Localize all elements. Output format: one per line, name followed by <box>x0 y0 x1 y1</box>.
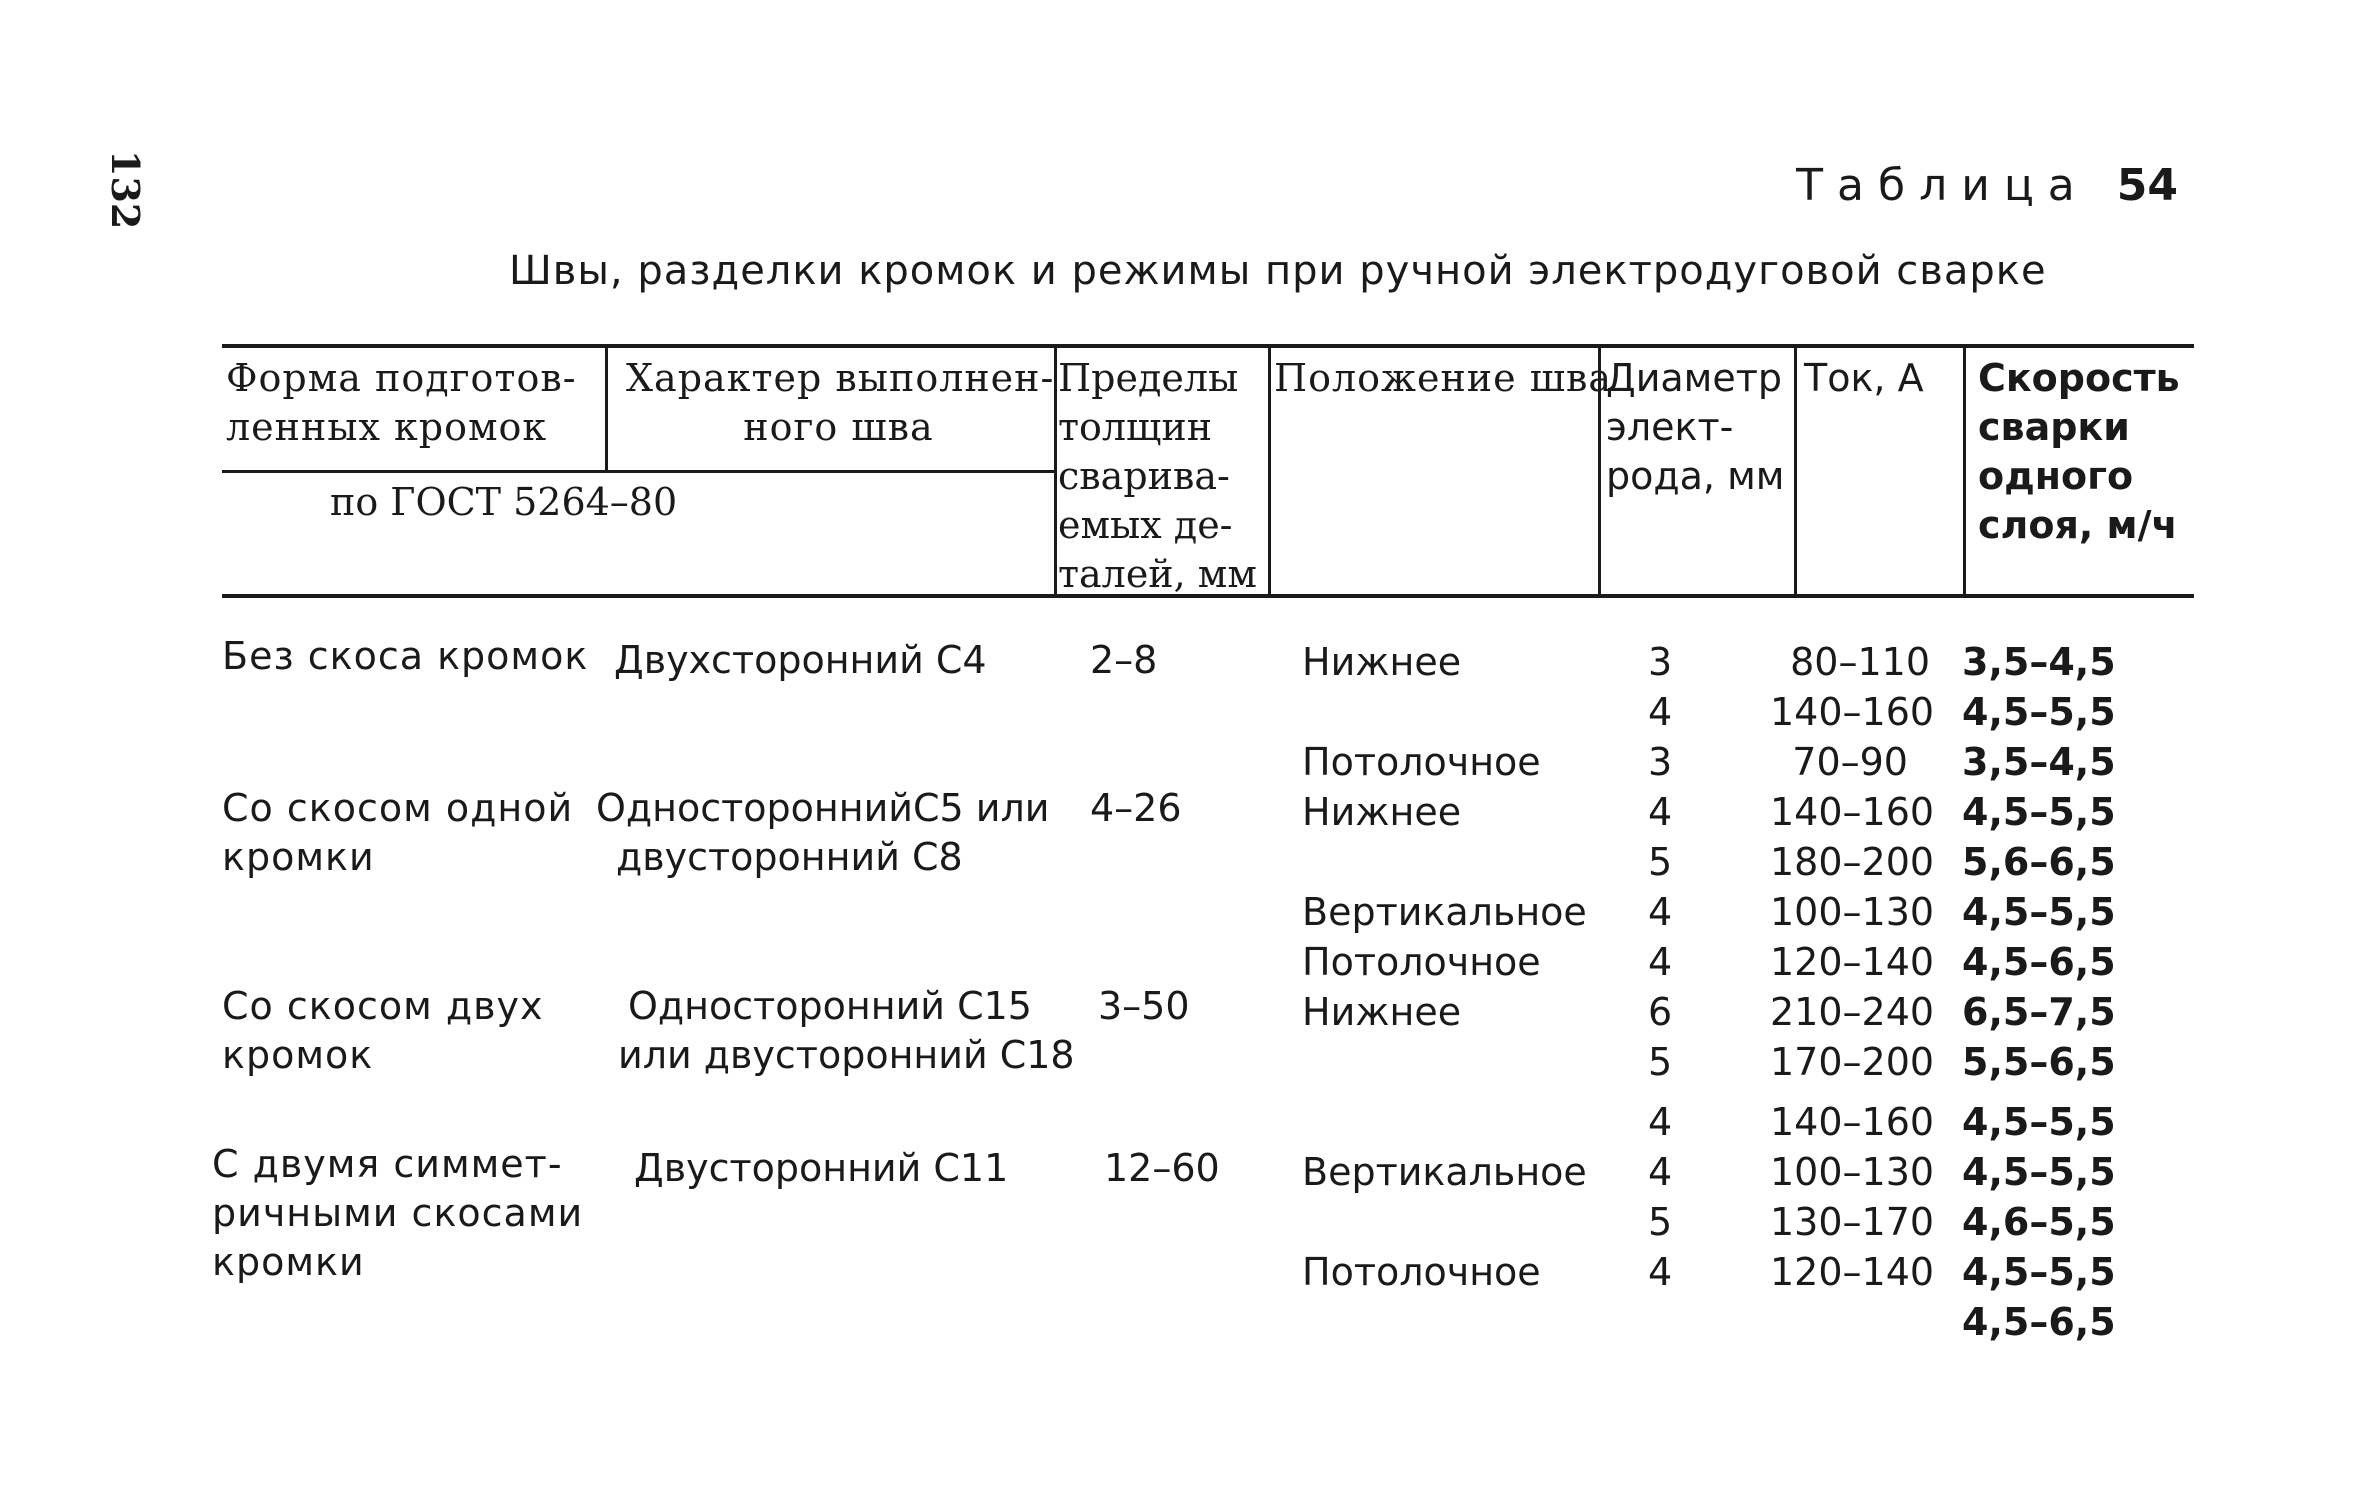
group-1-thickness: 2–8 <box>1090 638 1158 682</box>
current-cell: 120–140 <box>1770 1250 1935 1294</box>
table-number: 54 <box>2116 160 2178 211</box>
header-speed-line: сварки <box>1978 405 2130 449</box>
table-label-text: Таблица <box>1796 160 2089 211</box>
header-thickness-line: Пределы <box>1058 356 1239 400</box>
gost-divider-rule <box>222 470 1057 473</box>
table-caption: Швы, разделки кромок и режимы при ручной электродуговой сварке <box>509 248 2047 294</box>
current-cell: 140–160 <box>1770 690 1935 734</box>
diameter-column <box>1648 638 1672 1298</box>
current-cell: 170–200 <box>1770 1040 1935 1084</box>
group-2-seam <box>596 784 1049 882</box>
group-3-seam-line: Односторонний С15 <box>628 984 1032 1028</box>
position-cell <box>1302 1098 1587 1148</box>
speed-cell: 4,5–5,5 <box>1962 1250 2116 1294</box>
header-diameter-line: элект- <box>1606 405 1734 449</box>
speed-cell: 3,5–4,5 <box>1962 640 2116 684</box>
diameter-cell: 5 <box>1648 1200 1673 1244</box>
current-cell: 70–90 <box>1792 740 1908 784</box>
position-cell: Вертикальное <box>1302 890 1587 934</box>
col-divider-2 <box>1054 348 1057 594</box>
current-cell: 210–240 <box>1770 990 1935 1034</box>
diameter-cell: 4 <box>1648 940 1673 984</box>
group-3-edge-line: кромок <box>222 1033 374 1077</box>
group-2-seam-line: ОдностороннийС5 или <box>596 786 1050 830</box>
header-thickness-line: толщин <box>1058 405 1213 449</box>
header-edge-form-line: Форма подготов- <box>226 356 577 400</box>
speed-cell: 5,6–6,5 <box>1962 840 2116 884</box>
group-4-edge-line: кромки <box>212 1240 365 1284</box>
diameter-cell: 4 <box>1648 890 1673 934</box>
current-cell: 100–130 <box>1770 1150 1935 1194</box>
table-top-rule <box>222 344 2194 348</box>
group-4-seam: Двусторонний С11 <box>634 1146 1009 1190</box>
header-thickness-line: емых де- <box>1058 503 1233 547</box>
position-cell: Потолочное <box>1302 740 1541 784</box>
group-4-edge-line: С двумя симмет- <box>212 1142 563 1186</box>
header-seam-type-line: ного шва <box>743 405 934 449</box>
header-speed-line: Скорость <box>1978 356 2180 400</box>
header-speed <box>1978 354 2180 550</box>
group-3-seam <box>618 982 1075 1080</box>
speed-cell: 4,5–5,5 <box>1962 690 2116 734</box>
group-1-edge: Без скоса кромок <box>222 634 589 678</box>
group-4-edge <box>212 1140 583 1287</box>
diameter-cell: 4 <box>1648 1100 1673 1144</box>
position-cell: Потолочное <box>1302 1250 1541 1294</box>
header-edge-form <box>226 354 577 452</box>
position-cell: Нижнее <box>1302 990 1462 1034</box>
position-cell <box>1302 1038 1587 1098</box>
diameter-cell: 4 <box>1648 1250 1673 1294</box>
table-label <box>1796 160 2178 211</box>
group-2-thickness: 4–26 <box>1090 786 1182 830</box>
speed-cell: 5,5–6,5 <box>1962 1040 2116 1084</box>
col-divider-5 <box>1794 348 1797 594</box>
speed-cell: 4,5–5,5 <box>1962 890 2116 934</box>
speed-cell: 6,5–7,5 <box>1962 990 2116 1034</box>
col-divider-6 <box>1963 348 1966 594</box>
speed-cell: 3,5–4,5 <box>1962 740 2116 784</box>
current-cell: 140–160 <box>1770 790 1935 834</box>
header-thickness-line: талей, мм <box>1058 552 1257 596</box>
position-column <box>1302 638 1587 1298</box>
current-cell: 180–200 <box>1770 840 1935 884</box>
group-4-edge-line: ричными скосами <box>212 1191 584 1235</box>
diameter-cell: 4 <box>1648 790 1673 834</box>
group-1-seam: Двухсторонний С4 <box>614 638 987 682</box>
speed-cell: 4,5–5,5 <box>1962 790 2116 834</box>
group-4-thickness: 12–60 <box>1104 1146 1220 1190</box>
diameter-cell: 3 <box>1648 740 1673 784</box>
current-cell: 80–110 <box>1790 640 1930 684</box>
header-edge-form-line: ленных кромок <box>226 405 548 449</box>
header-diameter-line: рода, мм <box>1606 454 1785 498</box>
header-thickness-line: сварива- <box>1058 454 1230 498</box>
header-gost: по ГОСТ 5264–80 <box>330 480 678 524</box>
header-seam-type-line: Характер выполнен- <box>626 356 1055 400</box>
diameter-cell: 5 <box>1648 1040 1673 1084</box>
speed-cell: 4,5–5,5 <box>1962 1150 2116 1194</box>
position-cell: Потолочное <box>1302 940 1541 984</box>
header-speed-line: слоя, м/ч <box>1978 503 2178 547</box>
diameter-cell: 5 <box>1648 840 1673 884</box>
header-diameter <box>1606 354 1784 501</box>
header-thickness <box>1058 354 1257 599</box>
group-2-edge-line: Со скосом одной <box>222 786 574 830</box>
position-cell <box>1302 688 1587 738</box>
header-speed-line: одного <box>1978 454 2134 498</box>
current-cell: 100–130 <box>1770 890 1935 934</box>
current-cell: 130–170 <box>1770 1200 1935 1244</box>
group-3-edge-line: Со скосом двух <box>222 984 544 1028</box>
diameter-cell: 4 <box>1648 1150 1673 1194</box>
header-diameter-line: Диаметр <box>1606 356 1782 400</box>
current-column <box>1770 638 1935 1298</box>
position-cell: Нижнее <box>1302 640 1462 684</box>
position-cell <box>1302 838 1587 888</box>
page-number: 132 <box>103 150 148 230</box>
position-cell: Нижнее <box>1302 790 1462 834</box>
header-seam-type <box>626 354 1055 452</box>
speed-cell: 4,5–6,5 <box>1962 940 2116 984</box>
group-3-seam-line: или двусторонний С18 <box>618 1033 1075 1077</box>
speed-column <box>1962 638 2116 1348</box>
header-position: Положение шва <box>1274 356 1613 400</box>
current-cell: 120–140 <box>1770 940 1935 984</box>
group-2-edge <box>222 784 573 882</box>
position-cell <box>1302 1198 1587 1248</box>
diameter-cell: 6 <box>1648 990 1673 1034</box>
speed-cell: 4,6–5,5 <box>1962 1200 2116 1244</box>
group-3-edge <box>222 982 544 1080</box>
speed-cell: 4,5–6,5 <box>1962 1300 2116 1344</box>
diameter-cell: 3 <box>1648 640 1673 684</box>
col-divider-3 <box>1268 348 1271 594</box>
group-3-thickness: 3–50 <box>1098 984 1190 1028</box>
group-2-seam-line: двусторонний С8 <box>616 835 963 879</box>
diameter-cell: 4 <box>1648 690 1673 734</box>
speed-cell: 4,5–5,5 <box>1962 1100 2116 1144</box>
position-cell: Вертикальное <box>1302 1150 1587 1194</box>
group-2-edge-line: кромки <box>222 835 375 879</box>
current-cell: 140–160 <box>1770 1100 1935 1144</box>
col-divider-1 <box>605 348 608 470</box>
header-current: Ток, А <box>1804 356 1924 400</box>
